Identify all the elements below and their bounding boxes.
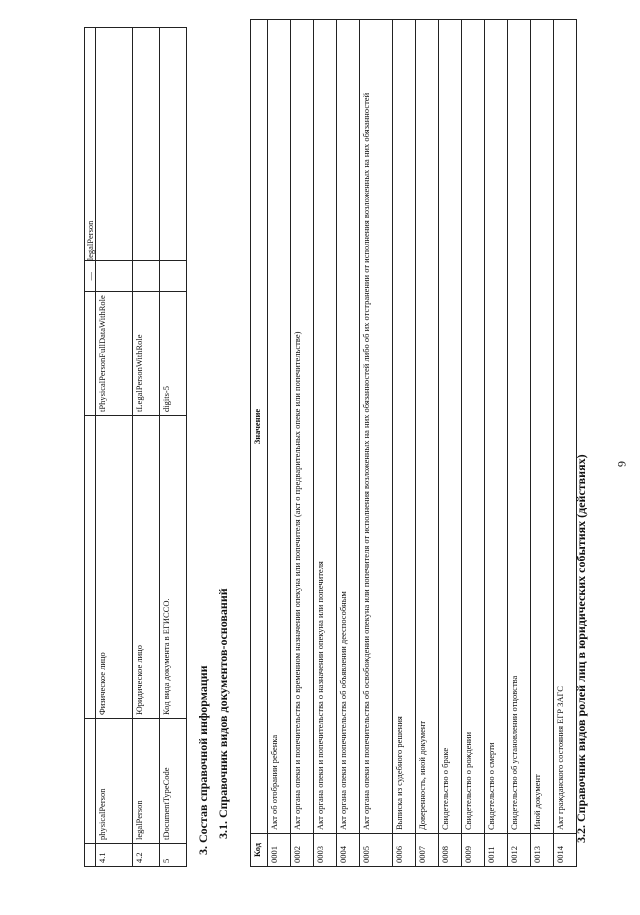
row-num: 4.1 xyxy=(96,844,133,867)
header-dash: — xyxy=(85,261,96,292)
row-name: tDocumentTypeCode xyxy=(160,719,187,844)
section-3-2-title: 3.2. Справочник видов ролей лиц в юридических событиях (действиях) xyxy=(574,454,588,843)
row-code: 0001 xyxy=(268,834,291,867)
row-value: Свидетельство о браке xyxy=(439,20,462,834)
row-code: 0013 xyxy=(531,834,554,867)
row-value: Выписка из судебного решения xyxy=(393,20,416,834)
table-row xyxy=(439,20,462,867)
row-code: 0004 xyxy=(337,834,360,867)
page-number: 6 xyxy=(615,461,629,467)
row-code: 0007 xyxy=(416,834,439,867)
row-code: 0003 xyxy=(314,834,337,867)
col-value-header: Значение xyxy=(251,20,268,834)
table-row xyxy=(531,20,554,867)
row-code: 0014 xyxy=(554,834,577,867)
row-code: 0002 xyxy=(291,834,314,867)
row-desc: Физическое лицо xyxy=(96,416,133,719)
table-header-row xyxy=(85,28,96,867)
row-value: Акт органа опеки и попечительства об объявлении дееспособным xyxy=(337,20,360,834)
row-value: Акт органа опеки и попечительства об освобождении опекуна или попечителя от исполнения возложенных на них обязанностей либо об их отстранении от исполнения возложенных на них обязанностей xyxy=(360,20,393,834)
section-3-title: 3. Состав справочной информации xyxy=(196,665,210,855)
row-desc: Код вида документа в ЕГИССО. xyxy=(160,416,187,719)
table-header-row xyxy=(251,20,268,867)
row-name: legalPerson xyxy=(133,719,160,844)
row-value: Акт органа опеки и попечительства о назначении опекуна или попечителя xyxy=(314,20,337,834)
row-code: 0011 xyxy=(485,834,508,867)
row-code: 0006 xyxy=(393,834,416,867)
row-value: Иной документ xyxy=(531,20,554,834)
table-row xyxy=(360,20,393,867)
row-code: 0005 xyxy=(360,834,393,867)
row-type: digits-5 xyxy=(160,292,187,416)
row-value: Свидетельство о рождении xyxy=(462,20,485,834)
table-row xyxy=(291,20,314,867)
row-desc: Юридическое лицо xyxy=(133,416,160,719)
row-type: tLegalPersonWithRole xyxy=(133,292,160,416)
table-row xyxy=(160,28,187,867)
table-row xyxy=(314,20,337,867)
continuation-table xyxy=(84,27,187,867)
row-code: 0009 xyxy=(462,834,485,867)
header-value: legalPerson xyxy=(85,28,96,261)
table-row xyxy=(508,20,531,867)
table-row xyxy=(485,20,508,867)
row-value: Свидетельство об установлении отцовства xyxy=(508,20,531,834)
row-value: Акт об отобрании ребенка xyxy=(268,20,291,834)
row-mult xyxy=(160,261,187,292)
table-row xyxy=(416,20,439,867)
row-num: 4.2 xyxy=(133,844,160,867)
row-value: Свидетельство о смерти xyxy=(485,20,508,834)
row-code: 0012 xyxy=(508,834,531,867)
row-name: physicalPerson xyxy=(96,719,133,844)
row-value: Доверенность, иной документ xyxy=(416,20,439,834)
table-row xyxy=(268,20,291,867)
document-type-table xyxy=(250,19,577,867)
row-type: tPhysicalPersonFullDataWithRole xyxy=(96,292,133,416)
section-3-1-title: 3.1. Справочник видов документов-оснований xyxy=(216,588,230,839)
table-row xyxy=(133,28,160,867)
row-mult xyxy=(133,261,160,292)
table-row xyxy=(393,20,416,867)
row-code: 0008 xyxy=(439,834,462,867)
row-value: Акт гражданского состояния ЕГР ЗАГС xyxy=(554,20,577,834)
row-num: 5 xyxy=(160,844,187,867)
col-code-header: Код xyxy=(251,834,268,867)
row-mult xyxy=(96,261,133,292)
table-row xyxy=(462,20,485,867)
table-row xyxy=(337,20,360,867)
row-value: Акт органа опеки и попечительства о временном назначении опекуна или попечителя (акт о предварительных опеке или попечительстве) xyxy=(291,20,314,834)
table-row xyxy=(96,28,133,867)
